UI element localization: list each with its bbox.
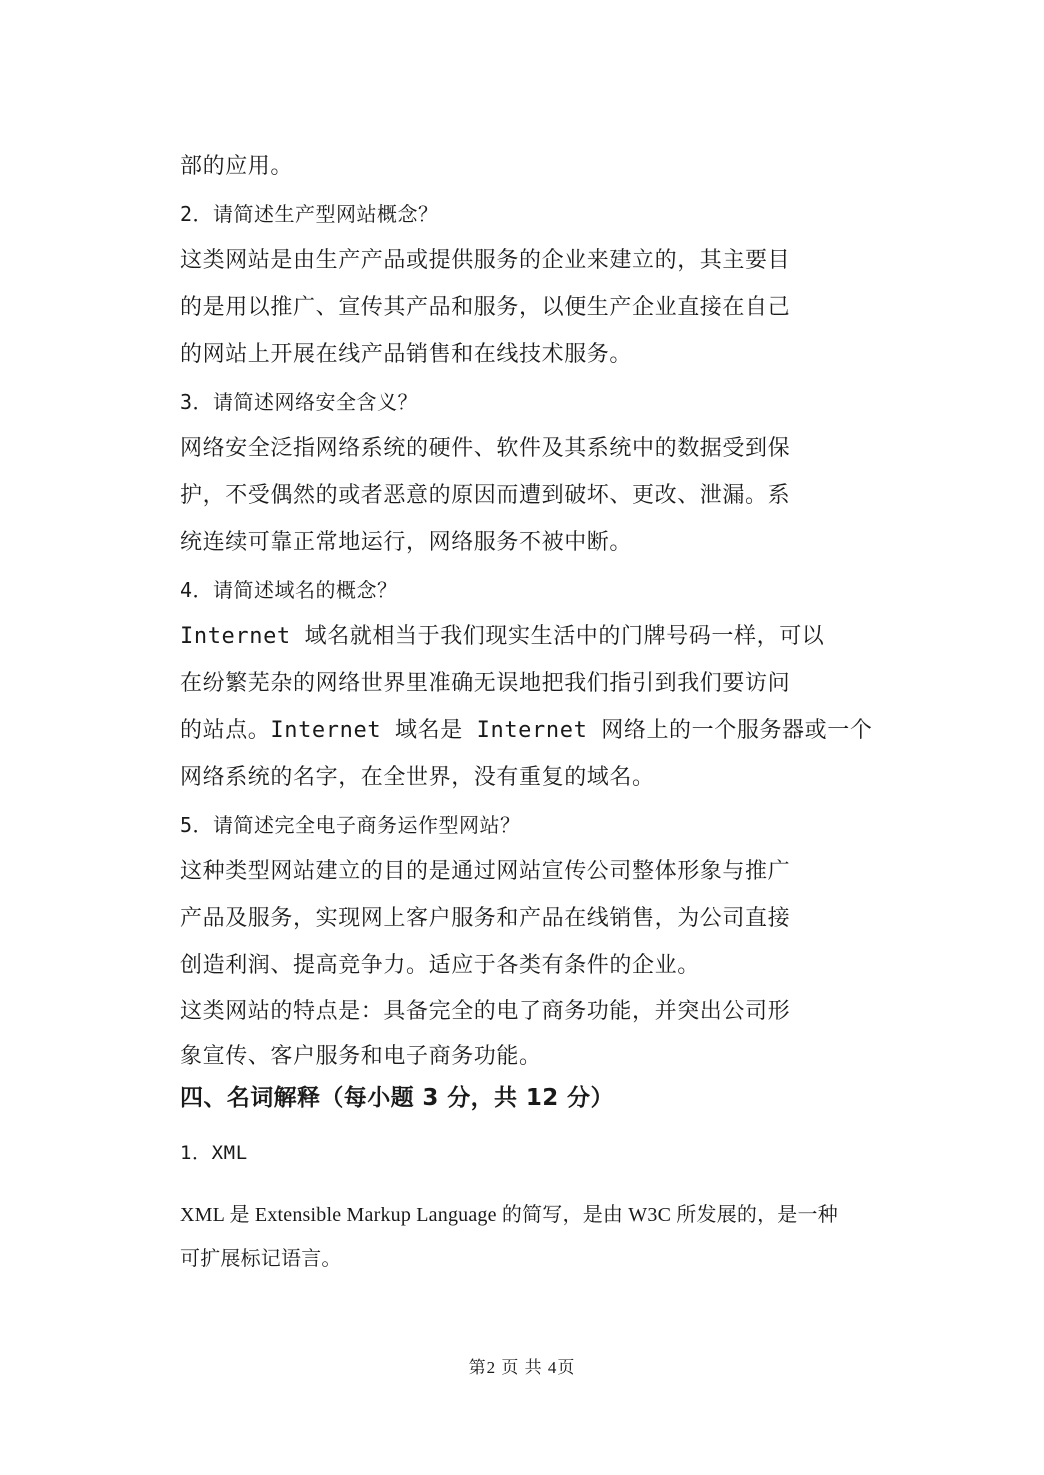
paragraph-line: 创造利润、提高竞争力。适应于各类有条件的企业。: [180, 953, 700, 978]
question-heading: 2．请简述生产型网站概念？: [180, 202, 439, 226]
term-heading: 1．XML: [180, 1142, 248, 1164]
paragraph-line: 统连续可靠正常地运行，网络服务不被中断。: [180, 530, 633, 555]
paragraph-line: 这类网站的特点是：具备完全的电了商务功能，并突出公司形: [180, 999, 791, 1024]
paragraph-line: 网络系统的名字，在全世界，没有重复的域名。: [180, 765, 655, 790]
question-heading: 4．请简述域名的概念？: [180, 578, 398, 602]
page-footer: 第2 页 共 4页: [468, 1358, 576, 1377]
paragraph-line: 的网站上开展在线产品销售和在线技术服务。: [180, 342, 633, 367]
paragraph-line: 部的应用。: [180, 154, 294, 179]
paragraph-line: 象宣传、客户服务和电子商务功能。: [180, 1044, 542, 1069]
question-heading: 3．请简述网络安全含义？: [180, 390, 419, 414]
paragraph-line: 的是用以推广、宣传其产品和服务，以便生产企业直接在自己: [180, 295, 791, 320]
paragraph-line: Internet 域名就相当于我们现实生活中的门牌号码一样，可以: [180, 624, 825, 649]
paragraph-line: 这类网站是由生产产品或提供服务的企业来建立的，其主要目: [180, 248, 791, 273]
question-heading: 5．请简述完全电子商务运作型网站？: [180, 813, 521, 837]
paragraph-line: 产品及服务，实现网上客户服务和产品在线销售，为公司直接: [180, 906, 791, 931]
paragraph-line: 可扩展标记语言。: [180, 1248, 342, 1270]
paragraph-line: XML 是 Extensible Markup Language 的简写，是由 W3C 所发展的，是一种: [180, 1204, 838, 1226]
paragraph-line: 护，不受偶然的或者恶意的原因而遭到破坏、更改、泄漏。系: [180, 483, 791, 508]
paragraph-line: 这种类型网站建立的目的是通过网站宣传公司整体形象与推广: [180, 859, 791, 884]
section-heading: 四、名词解释（每小题 3 分，共 12 分）: [180, 1085, 614, 1111]
paragraph-line: 网络安全泛指网络系统的硬件、软件及其系统中的数据受到保: [180, 436, 791, 461]
paragraph-line: 的站点。Internet 域名是 Internet 网络上的一个服务器或一个: [180, 718, 873, 743]
paragraph-line: 在纷繁芜杂的网络世界里准确无误地把我们指引到我们要访问: [180, 671, 791, 696]
